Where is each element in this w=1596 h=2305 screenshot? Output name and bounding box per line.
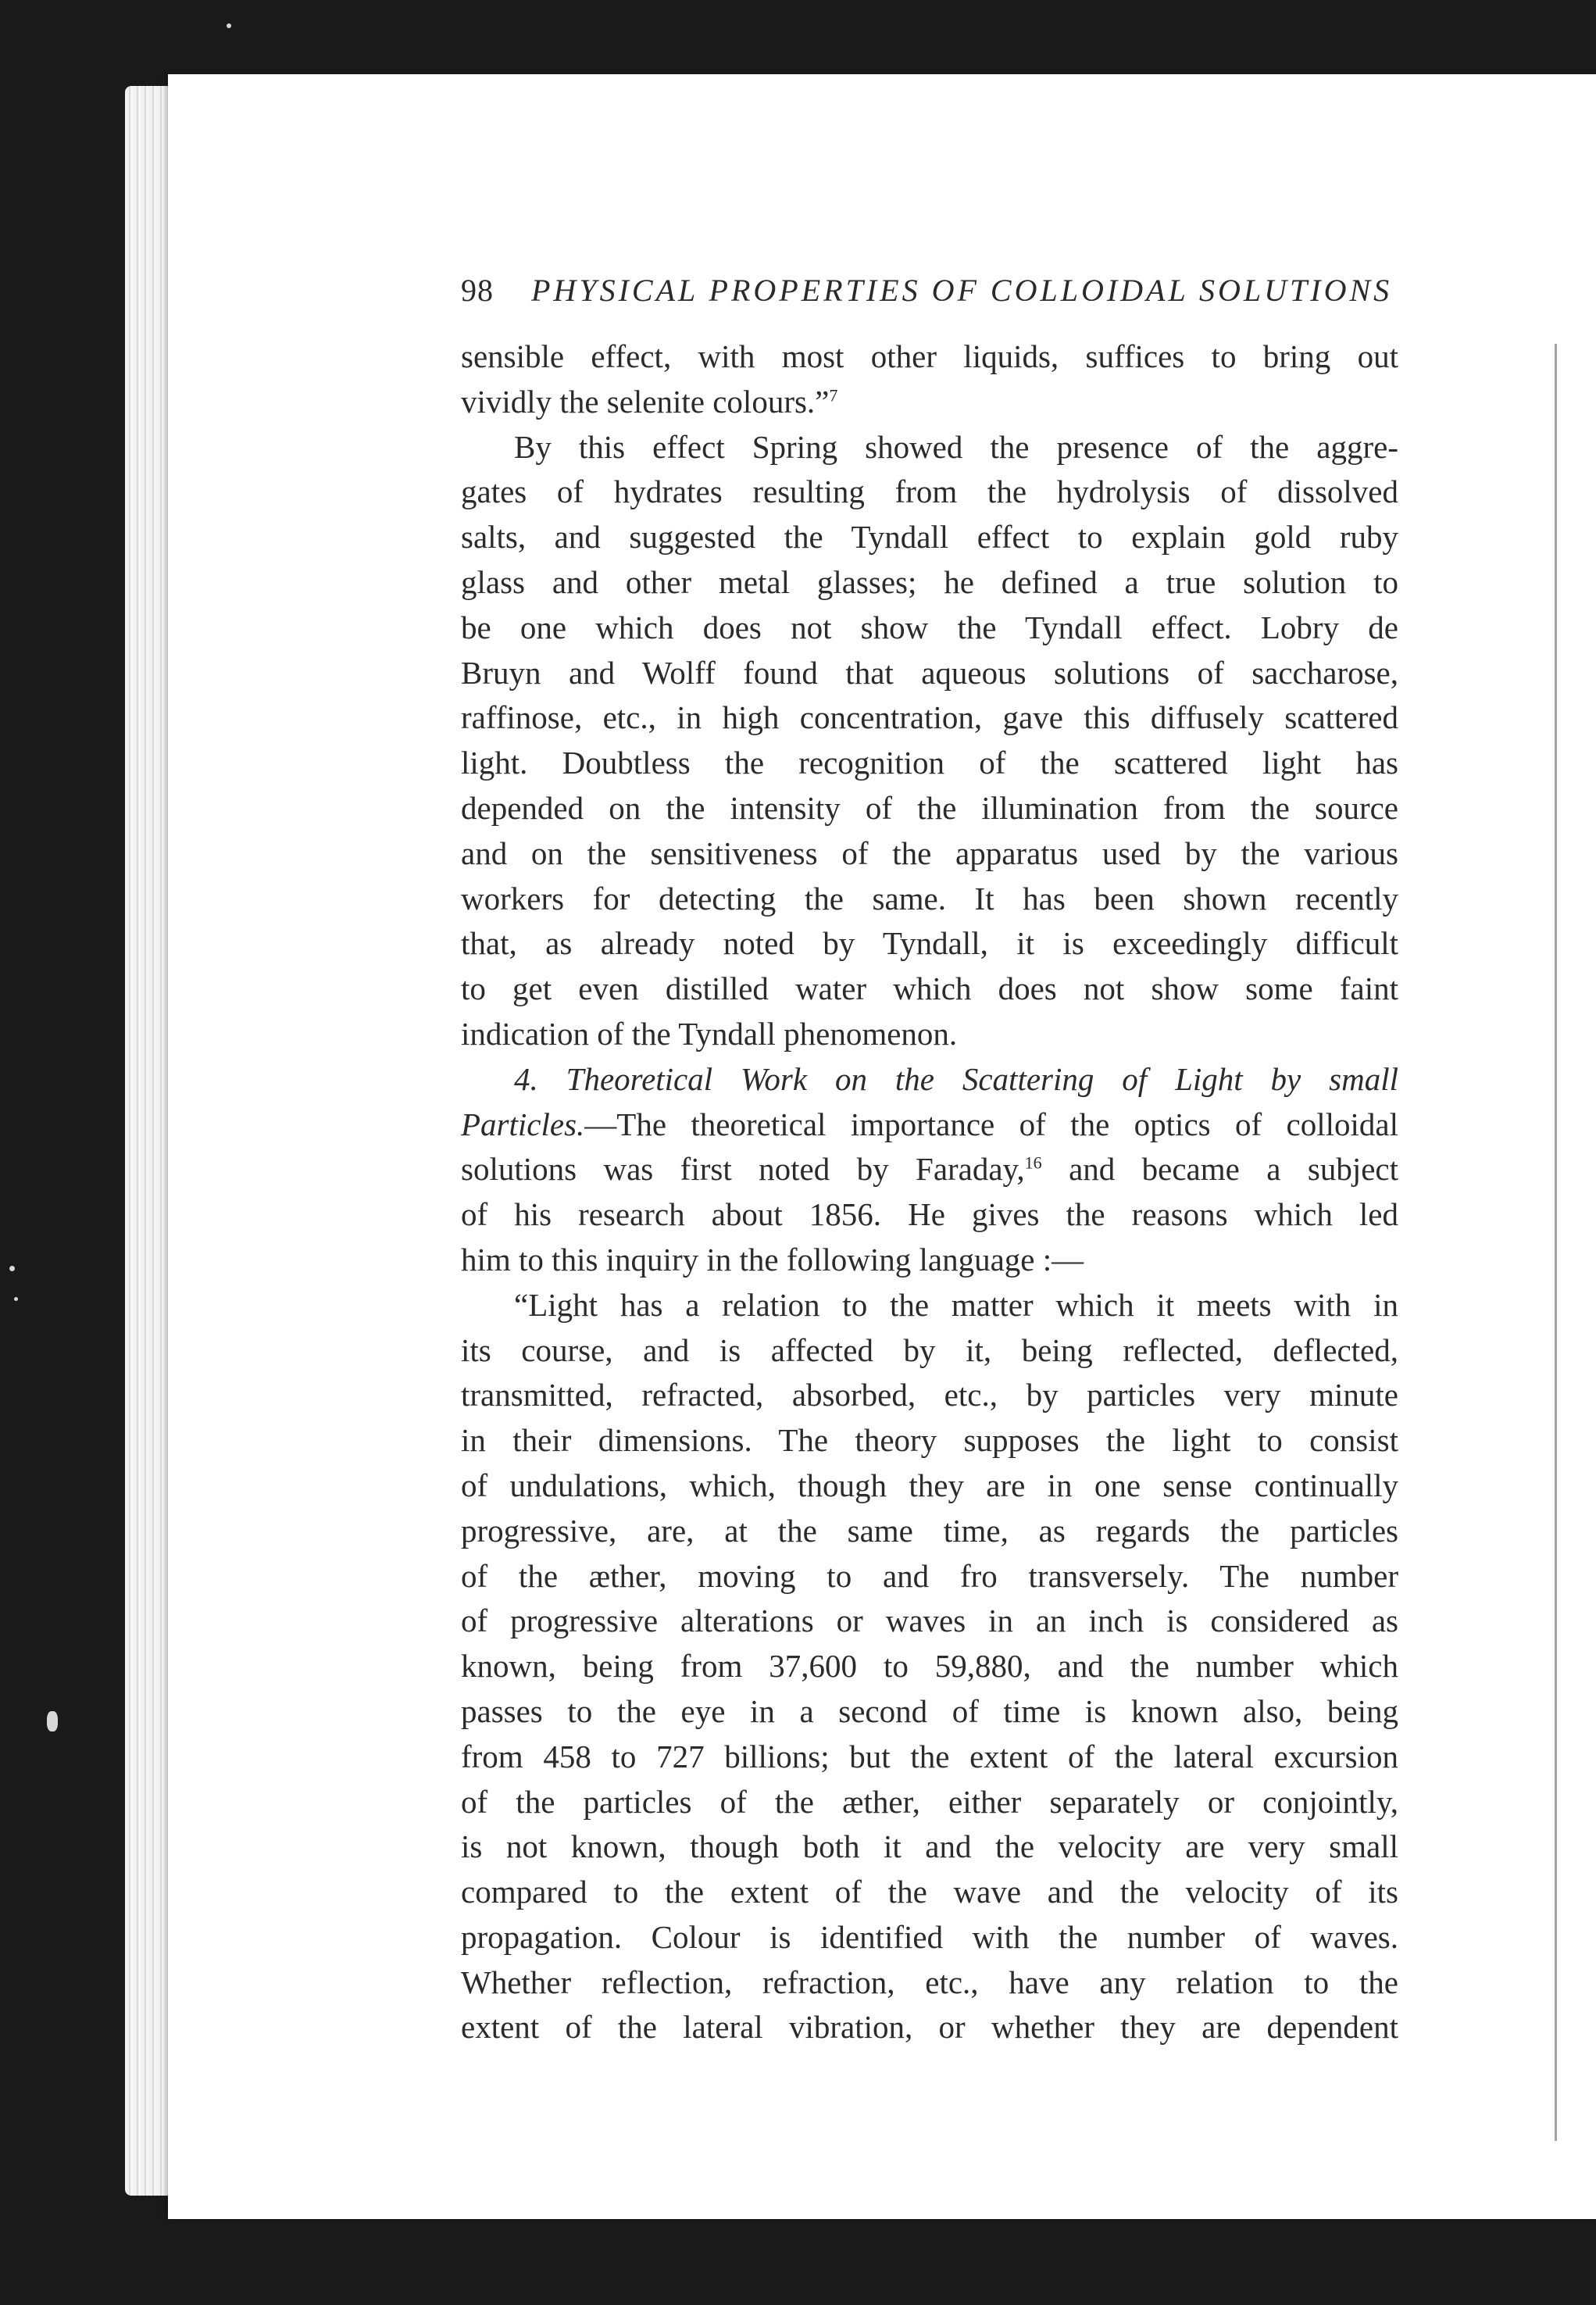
text-line: progressive, are, at the same time, as regards the particles xyxy=(461,1512,1398,1549)
text-line: its course, and is affected by it, being reflected, deflected, xyxy=(461,1331,1398,1368)
text-line: depended on the intensity of the illumination from the source xyxy=(461,789,1398,826)
text-line: transmitted, refracted, absorbed, etc., by particles very minute xyxy=(461,1377,1398,1413)
scan-speck xyxy=(14,1297,18,1301)
section-heading-fragment: Particles. xyxy=(461,1106,585,1142)
text-line xyxy=(461,1147,1398,1192)
text-line: extent of the lateral vibration, or whether they are dependent xyxy=(461,2009,1398,2046)
text-fragment: solutions was first noted by Faraday, xyxy=(461,1151,1025,1188)
scan-speck xyxy=(9,1266,15,1271)
text-line: passes to the eye in a second of time is known also, being xyxy=(461,1692,1398,1729)
text-line xyxy=(461,1102,1398,1148)
text-line: Bruyn and Wolff found that aqueous solutions of saccharose, xyxy=(461,654,1398,691)
footnote-ref: 16 xyxy=(1024,1152,1042,1173)
text-line: compared to the extent of the wave and the velocity of its xyxy=(461,1874,1398,1910)
scan-speck xyxy=(47,1711,58,1731)
text-line: glass and other metal glasses; he defined a true solution to xyxy=(461,563,1398,600)
page-number: 98 xyxy=(461,273,494,308)
text-line: him to this inquiry in the following language :— xyxy=(461,1241,1084,1278)
text-line: of undulations, which, though they are in one sense continually xyxy=(461,1467,1398,1503)
text-line: Whether reflection, refraction, etc., have any relation to the xyxy=(461,1964,1398,2000)
text-line: “Light has a relation to the matter which it meets with in xyxy=(514,1286,1398,1323)
text-line: raffinose, etc., in high concentration, gave this diffusely scattered xyxy=(461,699,1398,736)
text-line: from 458 to 727 billions; but the extent of the lateral excursion xyxy=(461,1738,1398,1774)
text-line: By this effect Spring showed the presence of the aggre- xyxy=(514,428,1398,465)
text-line: of his research about 1856. He gives the reasons which led xyxy=(461,1196,1398,1233)
text-line: that, as already noted by Tyndall, it is exceedingly difficult xyxy=(461,925,1398,962)
text-line: known, being from 37,600 to 59,880, and the number which xyxy=(461,1648,1398,1685)
section-heading-line: 4. Theoretical Work on the Scattering of Light by small xyxy=(514,1060,1398,1097)
page-gutter-shadow xyxy=(1555,344,1557,2141)
running-title: PHYSICAL PROPERTIES OF COLLOIDAL SOLUTIONS xyxy=(531,273,1393,308)
text-line: of the particles of the æther, either separately or conjointly, xyxy=(461,1783,1398,1820)
text-line: and on the sensitiveness of the apparatus used by the various xyxy=(461,834,1398,871)
body-text xyxy=(461,334,1398,2050)
page-header xyxy=(461,272,1406,319)
text-line: of progressive alterations or waves in an inch is considered as xyxy=(461,1603,1398,1639)
text-line: is not known, though both it and the velocity are very small xyxy=(461,1828,1398,1865)
text-line: of the æther, moving to and fro transversely. The number xyxy=(461,1557,1398,1594)
text-line: indication of the Tyndall phenomenon. xyxy=(461,1015,958,1052)
text-line: in their dimensions. The theory supposes the light to consist xyxy=(461,1422,1398,1459)
text-fragment: —The theoretical importance of the optics of colloidal xyxy=(584,1106,1398,1142)
text-line: to get even distilled water which does not show some faint xyxy=(461,970,1398,1007)
text-line: gates of hydrates resulting from the hydrolysis of dissolved xyxy=(461,474,1398,510)
text-line: be one which does not show the Tyndall effect. Lobry de xyxy=(461,609,1398,645)
text-fragment: vividly the selenite colours.” xyxy=(461,383,830,420)
text-line: propagation. Colour is identified with the number of waves. xyxy=(461,1918,1398,1955)
text-line: workers for detecting the same. It has been shown recently xyxy=(461,880,1398,917)
text-line: sensible effect, with most other liquids, suffices to bring out xyxy=(461,338,1398,374)
text-line: light. Doubtless the recognition of the scattered light has xyxy=(461,745,1398,781)
text-line xyxy=(461,380,1398,425)
scan-speck xyxy=(227,23,231,28)
text-line: salts, and suggested the Tyndall effect to explain gold ruby xyxy=(461,519,1398,556)
text-fragment: and became a subject xyxy=(1041,1151,1398,1188)
footnote-ref: 7 xyxy=(829,385,838,406)
